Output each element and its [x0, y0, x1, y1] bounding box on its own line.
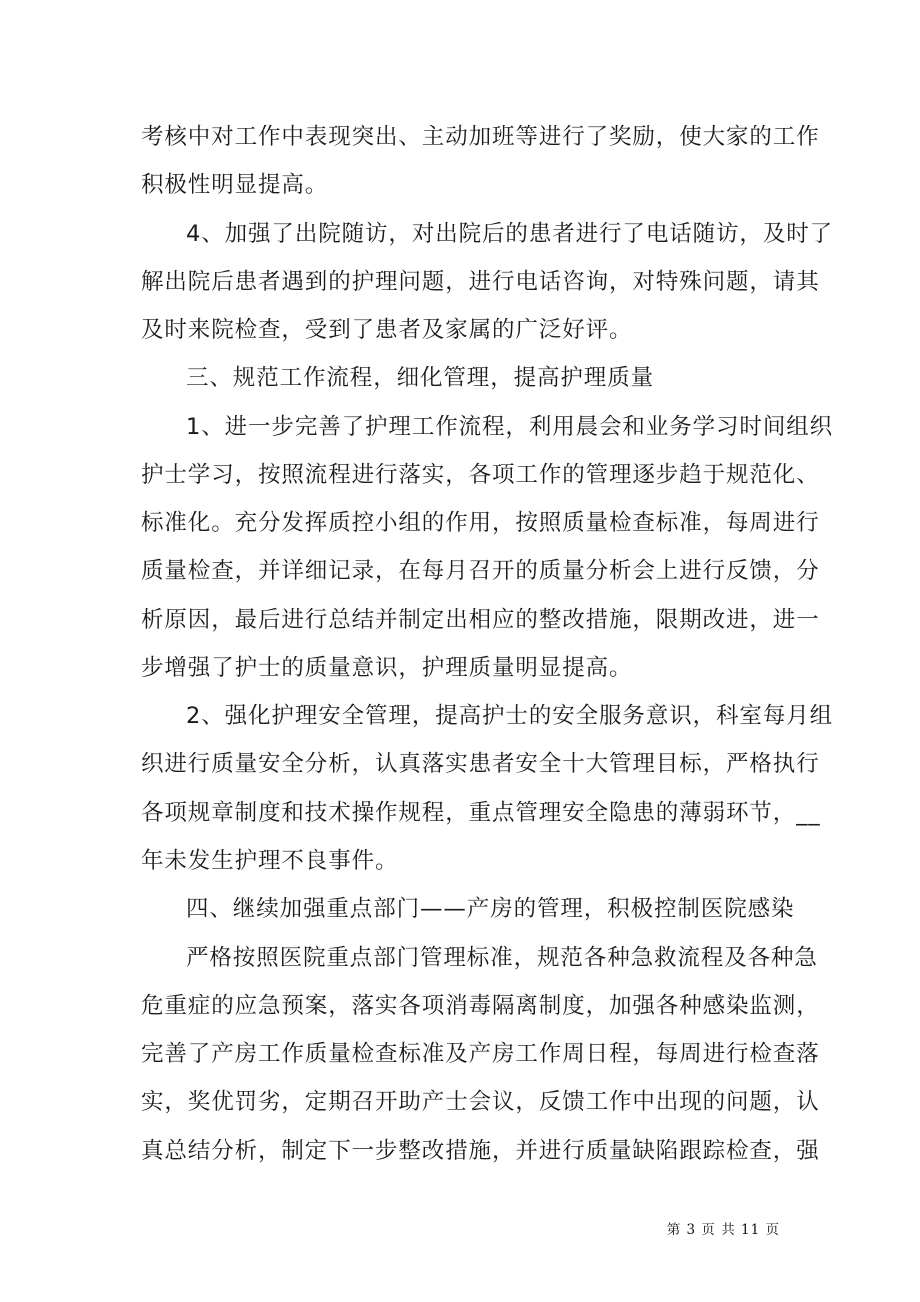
text-line-16: 年未发生护理不良事件。 [141, 848, 399, 874]
section-heading-3: 三、规范工作流程，细化管理，提高护理质量 [186, 365, 655, 391]
text-line-3: 4、加强了出院随访，对出院后的患者进行了电话随访，及时了 [186, 221, 834, 247]
text-line-19: 危重症的应急预案，落实各项消毒隔离制度，加强各种感染监测， [141, 993, 820, 1019]
text-line-22: 真总结分析，制定下一步整改措施，并进行质量缺陷跟踪检查，强 [141, 1138, 820, 1164]
text-line-10: 质量检查，并详细记录，在每月召开的质量分析会上进行反馈，分 [141, 558, 820, 584]
text-line-13: 2、强化护理安全管理，提高护士的安全服务意识，科室每月组 [186, 703, 834, 729]
text-line-8: 护士学习，按照流程进行落实，各项工作的管理逐步趋于规范化、 [141, 462, 820, 488]
text-line-4: 解出院后患者遇到的护理问题，进行电话咨询，对特殊问题，请其 [141, 269, 820, 295]
section-heading-4: 四、继续加强重点部门——产房的管理，积极控制医院感染 [186, 896, 795, 922]
text-line-20: 完善了产房工作质量检查标准及产房工作周日程，每周进行检查落 [141, 1041, 820, 1067]
text-line-12: 步增强了护士的质量意识，护理质量明显提高。 [141, 655, 633, 681]
page-number-footer: 第 3 页 共 11 页 [666, 1222, 780, 1238]
text-line-1: 考核中对工作中表现突出、主动加班等进行了奖励，使大家的工作 [141, 124, 820, 150]
text-line-21: 实，奖优罚劣，定期召开助产士会议，反馈工作中出现的问题，认 [141, 1089, 820, 1115]
text-line-7: 1、进一步完善了护理工作流程，利用晨会和业务学习时间组织 [186, 414, 834, 440]
text-line-5: 及时来院检查，受到了患者及家属的广泛好评。 [141, 317, 633, 343]
text-line-2: 积极性明显提高。 [141, 172, 329, 198]
text-line-18: 严格按照医院重点部门管理标准，规范各种急救流程及各种急 [186, 945, 818, 971]
text-line-9: 标准化。充分发挥质控小组的作用，按照质量检查标准，每周进行 [141, 510, 820, 536]
text-line-11: 析原因，最后进行总结并制定出相应的整改措施，限期改进，进一 [141, 607, 820, 633]
text-line-14: 织进行质量安全分析，认真落实患者安全十大管理目标，严格执行 [141, 751, 820, 777]
text-line-15: 各项规章制度和技术操作规程，重点管理安全隐患的薄弱环节，__ [141, 800, 821, 826]
